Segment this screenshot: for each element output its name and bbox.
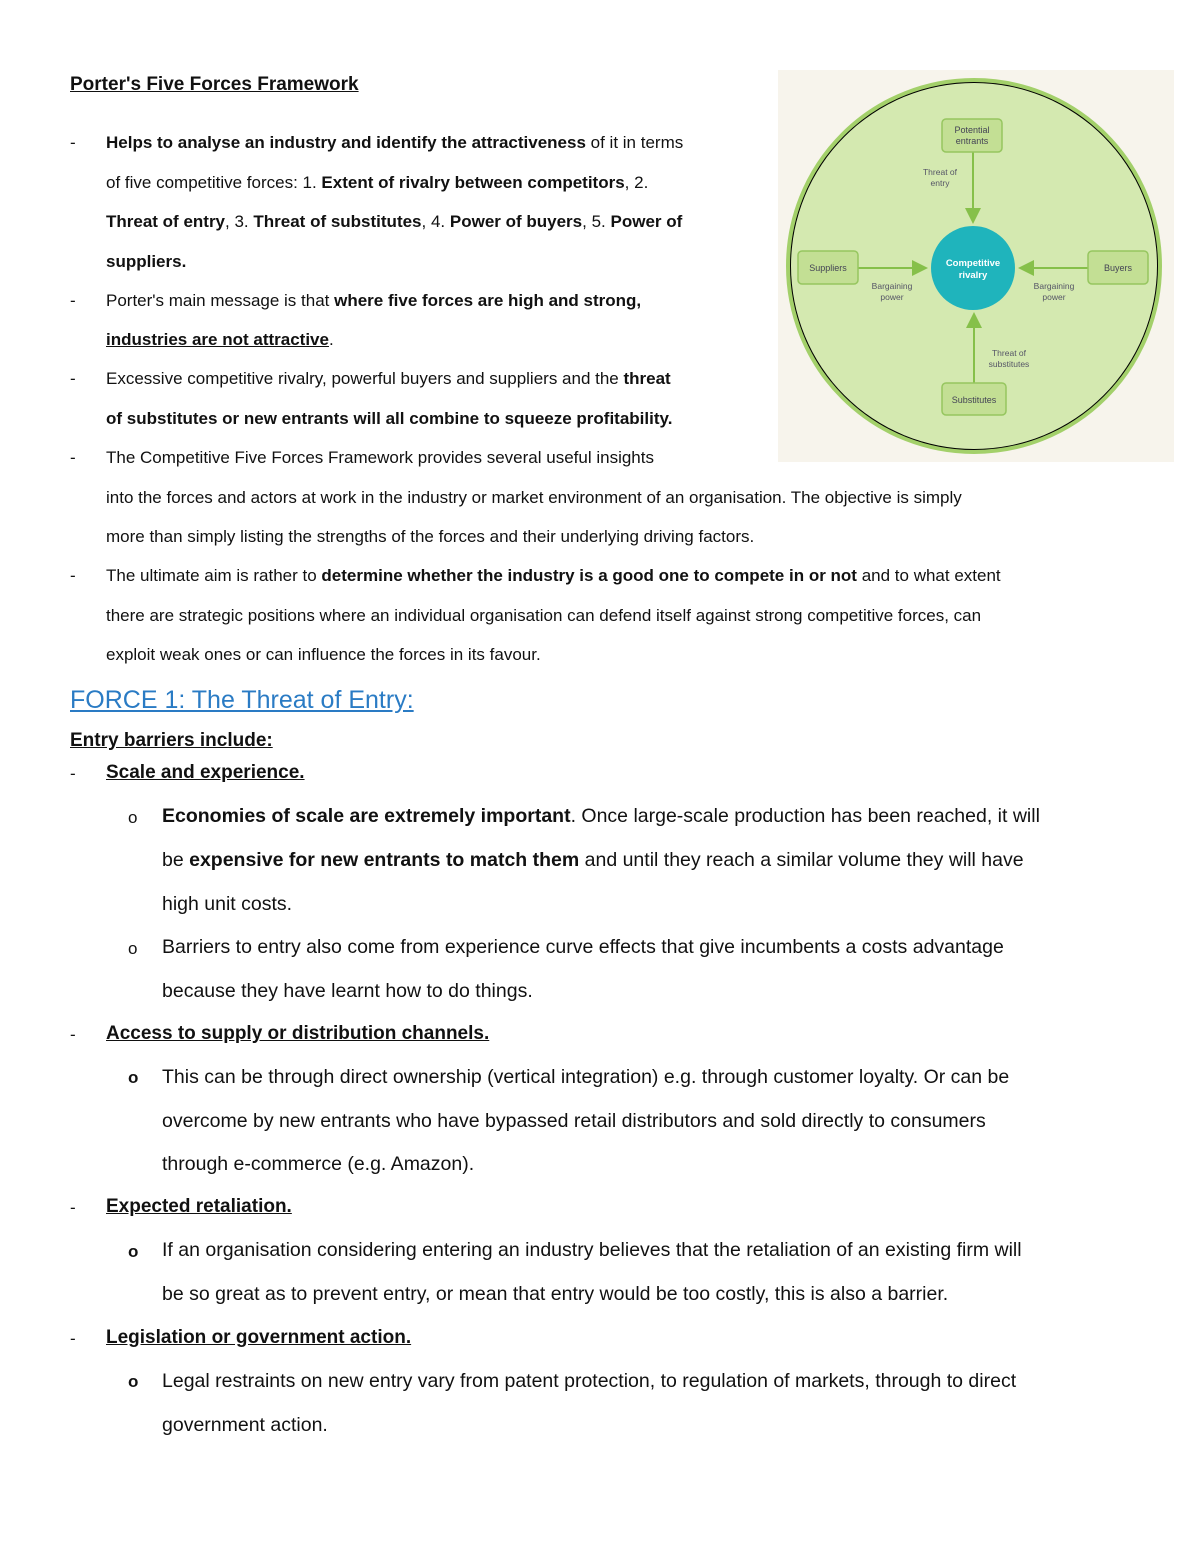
threat-of-substitutes-label: Threat of <box>991 348 1027 358</box>
sub-bullet: o <box>128 1242 139 1261</box>
supplier-bargaining-label: Bargaining <box>871 281 913 291</box>
body-line: overcome by new entrants who have bypassed retail distributors and sold directly to consumers <box>162 1110 986 1132</box>
body-line: If an organisation considering entering an industry believes that the retaliation of an existing firm will <box>162 1239 1022 1261</box>
five-forces-svg <box>778 70 1174 462</box>
intro-line: more than simply listing the strengths of the forces and their underlying driving factors. <box>106 527 755 546</box>
bullet-dash: - <box>70 1329 76 1348</box>
intro-line: into the forces and actors at work in the industry or market environment of an organisation. The objective is simply <box>106 488 962 507</box>
center-label-line2: rivalry <box>958 270 988 281</box>
bullet-dash: - <box>70 1198 76 1217</box>
body-line: high unit costs. <box>162 893 293 915</box>
buyer-bargaining-label: power <box>1042 292 1066 302</box>
sub-bullet: o <box>128 939 138 958</box>
body-line: be expensive for new entrants to match them and until they reach a similar volume they will have <box>162 849 1024 871</box>
body-line: through e-commerce (e.g. Amazon). <box>162 1153 475 1175</box>
intro-line: exploit weak ones or can influence the forces in its favour. <box>106 645 541 664</box>
body-line: Legal restraints on new entry vary from patent protection, to regulation of markets, through to direct <box>162 1370 1017 1392</box>
buyer-bargaining-label: Bargaining <box>1033 281 1075 291</box>
bullet-dash: - <box>70 566 76 585</box>
body-line: government action. <box>162 1414 328 1436</box>
force1-heading: FORCE 1: The Threat of Entry: <box>70 686 414 714</box>
intro-line: of substitutes or new entrants will all combine to squeeze profitability. <box>106 409 673 428</box>
intro-line: Threat of entry, 3. Threat of substitutes, 4. Power of buyers, 5. Power of <box>106 212 683 231</box>
threat-of-entry-label: Threat of <box>922 167 958 177</box>
center-label-line1: Competitive <box>945 258 1001 269</box>
bullet-dash: - <box>70 764 76 783</box>
substitutes-label: Substitutes <box>951 395 997 405</box>
intro-line: suppliers. <box>106 252 187 271</box>
intro-line: Helps to analyse an industry and identify the attractiveness of it in terms <box>106 133 684 152</box>
intro-line: The Competitive Five Forces Framework provides several useful insights <box>106 448 654 467</box>
intro-line: Excessive competitive rivalry, powerful buyers and suppliers and the threat <box>106 369 671 388</box>
threat-of-entry-label: entry <box>930 178 950 188</box>
body-line: because they have learnt how to do things. <box>162 980 533 1002</box>
page-title: Porter's Five Forces Framework <box>70 74 359 95</box>
body-line: Barriers to entry also come from experience curve effects that give incumbents a costs advantage <box>162 936 1004 958</box>
threat-of-substitutes-label: substitutes <box>988 359 1030 369</box>
bullet-dash: - <box>70 291 76 310</box>
sub-bullet: o <box>128 1372 139 1391</box>
body-line: Economies of scale are extremely important. Once large-scale production has been reached, it will <box>162 805 1040 827</box>
suppliers-label: Suppliers <box>809 263 847 273</box>
access-title: Access to supply or distribution channels. <box>106 1023 490 1044</box>
buyers-label: Buyers <box>1103 263 1133 273</box>
entry-barriers-subheading: Entry barriers include: <box>70 730 273 751</box>
supplier-bargaining-label: power <box>880 292 904 302</box>
bullet-dash: - <box>70 448 76 467</box>
body-line: be so great as to prevent entry, or mean that entry would be too costly, this is also a barrier. <box>162 1283 949 1305</box>
intro-line: there are strategic positions where an individual organisation can defend itself against strong competitive forces, can <box>106 606 982 625</box>
sub-bullet: o <box>128 808 138 827</box>
bullet-dash: - <box>70 133 76 152</box>
intro-line: of five competitive forces: 1. Extent of rivalry between competitors, 2. <box>106 173 649 192</box>
bullet-dash: - <box>70 369 76 388</box>
intro-line: The ultimate aim is rather to determine whether the industry is a good one to compete in or not and to what extent <box>106 566 1001 585</box>
retaliation-title: Expected retaliation. <box>106 1196 292 1217</box>
bullet-dash: - <box>70 1025 76 1044</box>
scale-title: Scale and experience. <box>106 762 305 783</box>
body-line: This can be through direct ownership (vertical integration) e.g. through customer loyalty. Or can be <box>162 1066 1010 1088</box>
sub-bullet: o <box>128 1068 139 1087</box>
potential-entrants-label: entrants <box>955 136 989 146</box>
five-forces-diagram <box>778 70 1174 462</box>
legislation-title: Legislation or government action. <box>106 1327 412 1348</box>
intro-line: Porter's main message is that where five forces are high and strong, <box>106 291 642 310</box>
potential-entrants-label: Potential <box>954 125 990 135</box>
intro-line: industries are not attractive. <box>106 330 334 349</box>
